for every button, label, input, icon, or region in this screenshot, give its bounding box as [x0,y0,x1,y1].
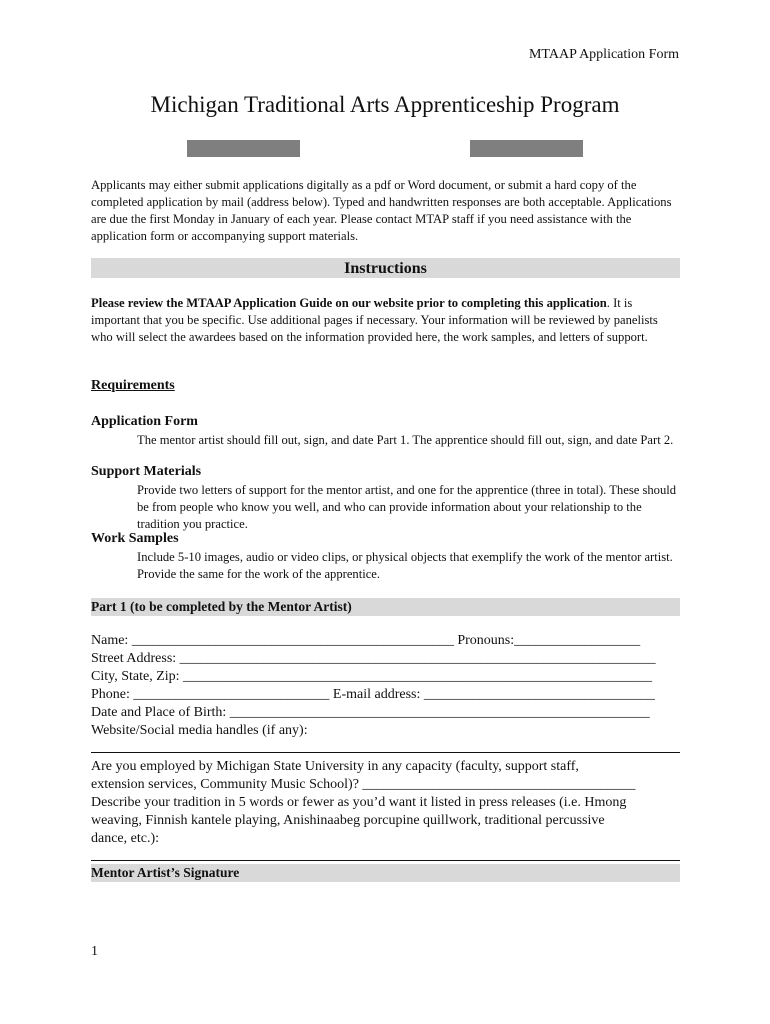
tradition-description-question-2: weaving, Finnish kantele playing, Anishinaabeg porcupine quillwork, traditional percussive [91,813,605,828]
requirements-heading: Requirements [91,378,175,393]
page-number: 1 [91,944,98,959]
tradition-description-question-3: dance, etc.): [91,831,160,846]
intro-paragraph: Applicants may either submit applications digitally as a pdf or Word document, or submit a hard copy of the completed application by mail (address below). Typed and handwritten responses are both acceptable. Applications are due the first Monday in January of each year. Please contact MTAP staff if you need assistance with the application form or accompanying support materials. [91,178,672,243]
website-social-input-line[interactable] [91,752,680,753]
application-form-banner [187,140,583,157]
requirement-text-support-materials: Provide two letters of support for the mentor artist, and one for the apprentice (three in total). These should be from people who know you well, and who can provide information about your relationship to the tradition you practice. [137,483,677,531]
phone-email-field[interactable]: Phone: ____________________________ E-mail address: _________________________________ [91,687,655,702]
part1-heading: Part 1 (to be completed by the Mentor Artist) [91,598,680,616]
website-social-label: Website/Social media handles (if any): [91,723,308,738]
street-address-field[interactable]: Street Address: ____________________________________________________________________ [91,651,656,666]
requirement-title-work-samples: Work Samples [91,531,179,546]
requirement-title-support-materials: Support Materials [91,464,202,479]
mentor-signature-heading: Mentor Artist’s Signature [91,864,680,882]
instructions-heading: Instructions [91,258,680,278]
page-title: Michigan Traditional Arts Apprenticeship Program [150,92,620,117]
date-place-of-birth-field[interactable]: Date and Place of Birth: ____________________________________________________________ [91,705,650,720]
requirement-title-application-form: Application Form [91,414,198,429]
instructions-bold-lead: Please review the MTAAP Application Guide on our website prior to completing this application [91,296,607,310]
requirement-text-work-samples: Include 5-10 images, audio or video clips, or physical objects that exemplify the work of the mentor artist. Provide the same for the work of the apprentice. [137,550,673,581]
application-form-label: APPLICATION FORM [308,139,462,156]
city-state-zip-field[interactable]: City, State, Zip: ___________________________________________________________________ [91,669,653,684]
msu-employment-question: Are you employed by Michigan State University in any capacity (faculty, support staff, [91,759,579,774]
instructions-body: . It is important that you be specific. Use additional pages if necessary. Your information will be reviewed by panelists who will select the awardees based on the information provided here, the work samples, and letters of support. [91,296,658,344]
requirement-text-application-form: The mentor artist should fill out, sign, and date Part 1. The apprentice should fill out, sign, and date Part 2. [137,433,674,447]
instructions-paragraph [91,295,681,346]
tradition-description-question-1: Describe your tradition in 5 words or fewer as you’d want it listed in press releases (i.e. Hmong [91,795,627,810]
running-header: MTAAP Application Form [528,47,679,62]
name-pronouns-field[interactable]: Name: ______________________________________________ Pronouns:__________________ [91,633,641,648]
tradition-description-input-line[interactable] [91,860,680,861]
msu-employment-field[interactable]: extension services, Community Music School)? _______________________________________ [91,777,636,792]
